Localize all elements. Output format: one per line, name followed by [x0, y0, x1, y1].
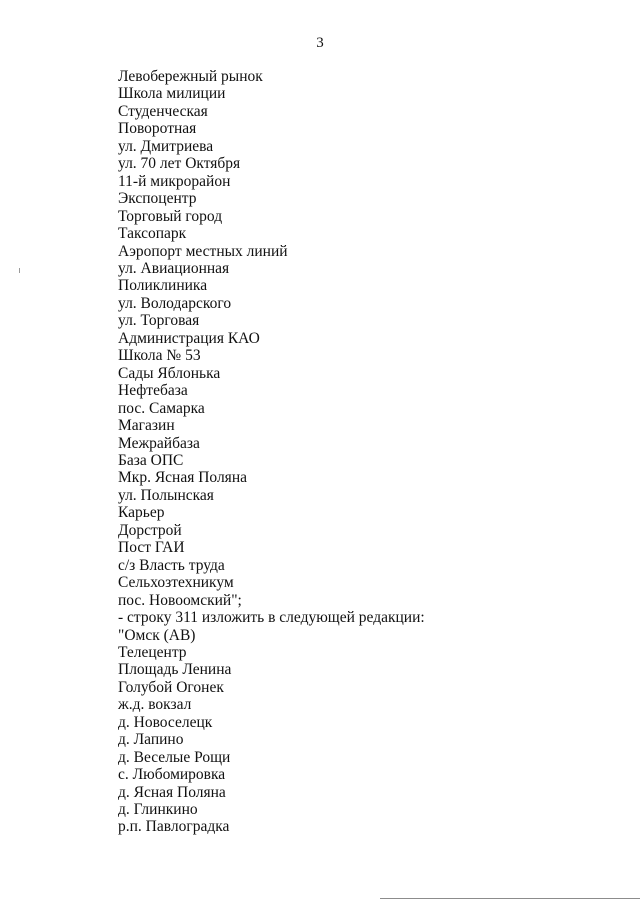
text-line: "Омск (АВ) [118, 626, 196, 644]
text-line: Левобережный рынок [118, 68, 263, 85]
text-line: Экспоцентр [118, 190, 197, 208]
text-line: д. Лапино [118, 731, 184, 749]
text-line: Голубой Огонек [118, 678, 224, 696]
page-number: 3 [316, 35, 324, 51]
bottom-rule [380, 898, 640, 899]
scan-margin-mark [19, 268, 20, 273]
text-line: Сельхозтехникум [118, 574, 234, 592]
text-line: Карьер [118, 504, 165, 522]
text-line: Аэропорт местных линий [118, 242, 288, 260]
text-line: Площадь Ленина [118, 661, 232, 679]
text-line: ул. Дмитриева [118, 137, 214, 155]
text-line: 11-й микрорайон [118, 172, 231, 190]
text-line: ул. Полынская [118, 486, 214, 504]
text-line: пос. Новоомский"; [118, 591, 242, 609]
document-text-list [118, 68, 618, 836]
text-line: д. Глинкино [118, 801, 198, 819]
text-line: д. Веселые Рощи [118, 748, 231, 766]
text-line: Межрайбаза [118, 434, 200, 452]
text-line: База ОПС [118, 451, 184, 469]
text-line: Школа милиции [118, 85, 226, 103]
text-line: Торговый город [118, 207, 223, 225]
text-line: Сады Яблонька [118, 364, 221, 382]
text-line: Дорстрой [118, 521, 182, 539]
text-line: Таксопарк [118, 225, 187, 243]
text-line: Пост ГАИ [118, 539, 185, 557]
text-line: с. Любомировка [118, 766, 226, 784]
text-line: ул. Володарского [118, 294, 232, 312]
text-line: ул. 70 лет Октября [118, 155, 241, 173]
text-line: Мкр. Ясная Поляна [118, 469, 247, 487]
text-line: Нефтебаза [118, 382, 188, 400]
text-line: д. Ясная Поляна [118, 783, 226, 801]
text-line: Студенческая [118, 102, 208, 120]
text-line: Магазин [118, 417, 175, 435]
text-line: д. Новоселецк [118, 713, 213, 731]
text-line: ул. Торговая [118, 312, 200, 330]
text-line: ул. Авиационная [118, 259, 230, 277]
text-line: ж.д. вокзал [118, 696, 192, 714]
text-line: Поворотная [118, 120, 197, 138]
text-line: пос. Самарка [118, 399, 205, 417]
text-line: Телецентр [118, 643, 187, 661]
text-line: Администрация КАО [118, 329, 260, 347]
text-line: с/з Власть труда [118, 556, 225, 574]
text-line: - строку 311 изложить в следующей редакции: [118, 609, 425, 627]
text-line: р.п. Павлоградка [118, 818, 230, 836]
text-line: Поликлиника [118, 277, 208, 295]
text-line: Школа № 53 [118, 347, 201, 365]
